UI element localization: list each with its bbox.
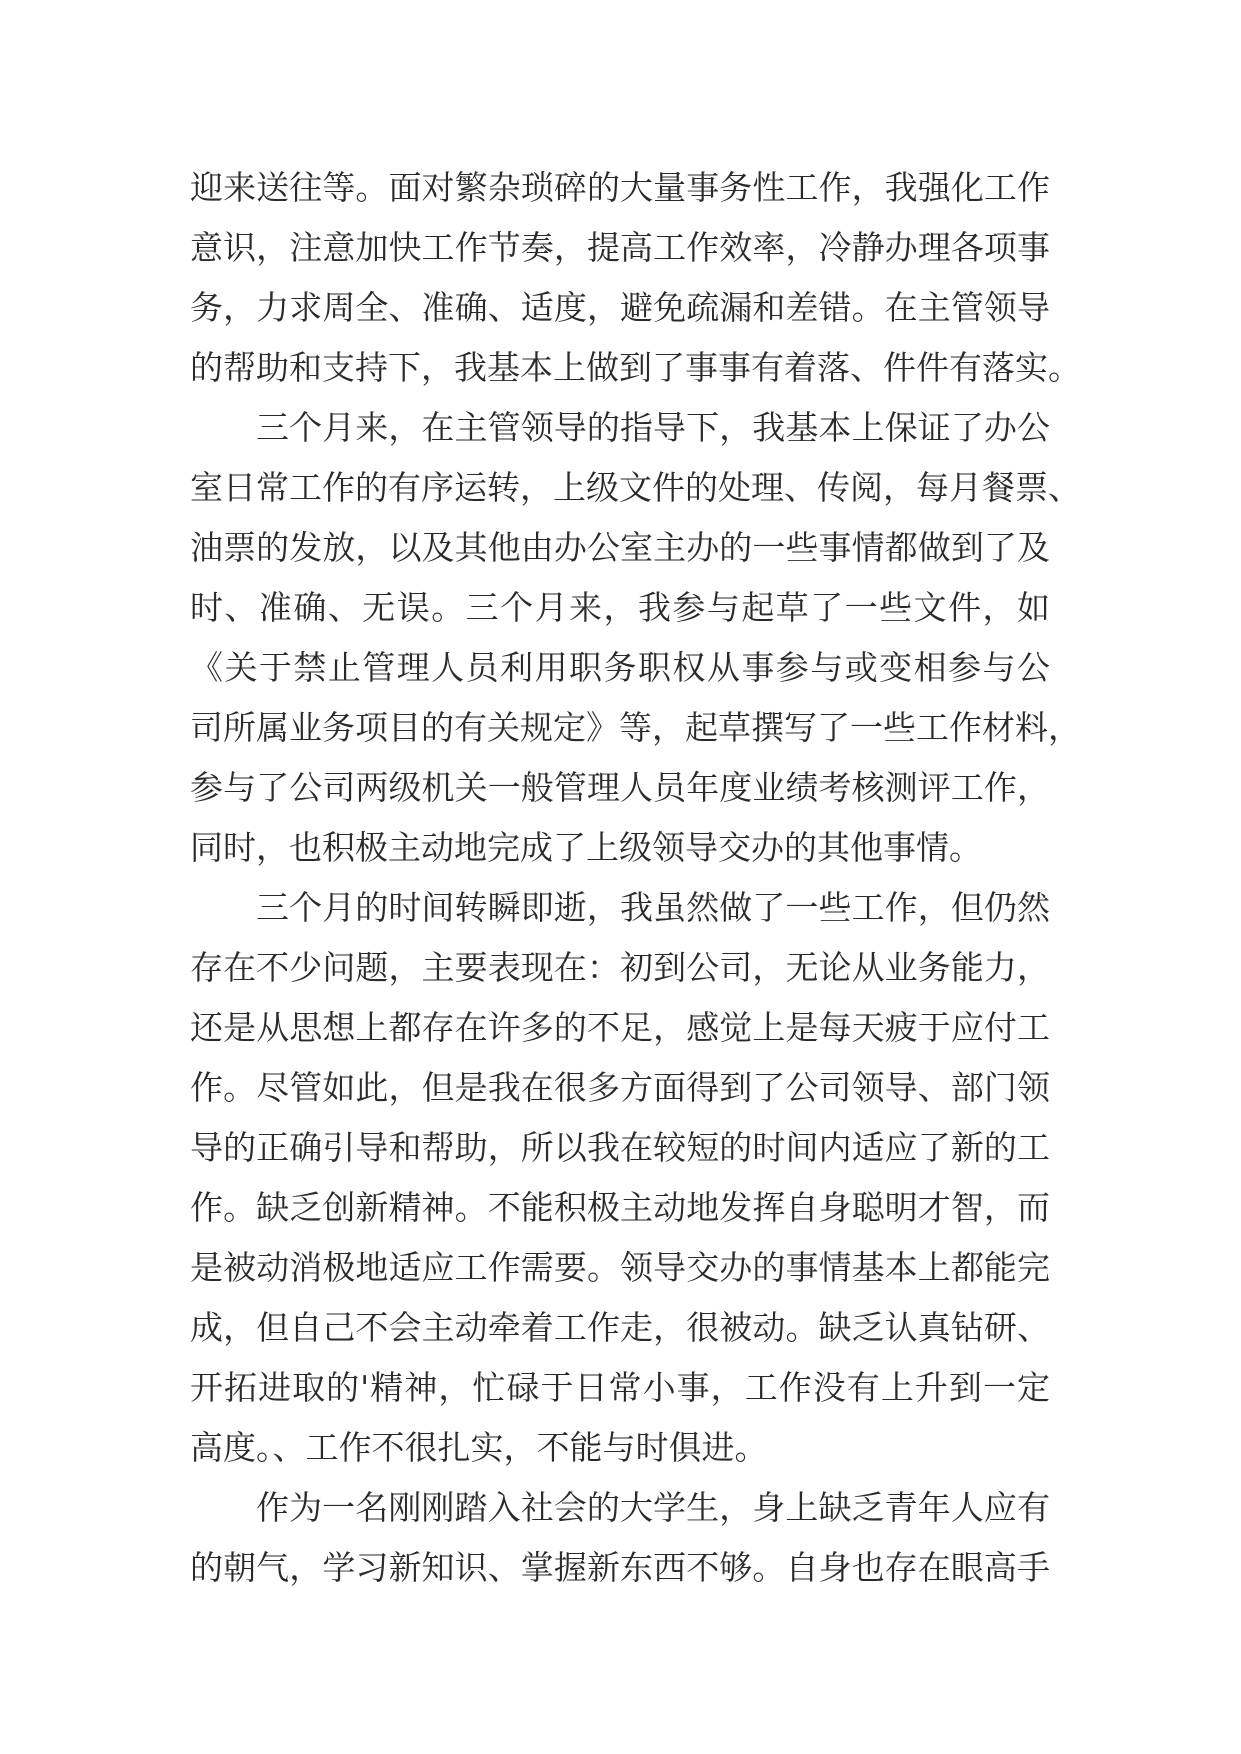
text-line: 司所属业务项目的有关规定》等，起草撰写了一些工作材料， bbox=[190, 708, 1081, 747]
text-line: 油票的发放，以及其他由办公室主办的一些事情都做到了及 bbox=[190, 528, 1050, 567]
text-line: 存在不少问题，主要表现在：初到公司，无论从业务能力， bbox=[190, 948, 1050, 987]
text-line: 作。缺乏创新精神。不能积极主动地发挥自身聪明才智，而 bbox=[190, 1188, 1050, 1227]
text-line: 务，力求周全、准确、适度，避免疏漏和差错。在主管领导 bbox=[190, 288, 1050, 327]
text-line: 意识，注意加快工作节奏，提高工作效率，冷静办理各项事 bbox=[190, 228, 1050, 267]
text-line: 高度。、工作不很扎实，不能与时俱进。 bbox=[190, 1428, 768, 1467]
document-body bbox=[190, 158, 1081, 1598]
text-line: 成，但自己不会主动牵着工作走，很被动。缺乏认真钻研、 bbox=[190, 1308, 1050, 1347]
text-line: 迎来送往等。面对繁杂琐碎的大量事务性工作，我强化工作 bbox=[190, 168, 1050, 207]
text-line: 的帮助和支持下，我基本上做到了事事有着落、件件有落实。 bbox=[190, 348, 1081, 387]
text-line: 参与了公司两级机关一般管理人员年度业绩考核测评工作， bbox=[190, 768, 1050, 807]
text-line: 开拓进取的'精神，忙碌于日常小事，工作没有上升到一定 bbox=[190, 1368, 1050, 1407]
paragraph-first-line: 作为一名刚刚踏入社会的大学生，身上缺乏青年人应有 bbox=[256, 1488, 1050, 1527]
text-line: 室日常工作的有序运转，上级文件的处理、传阅，每月餐票、 bbox=[190, 468, 1081, 507]
text-line: 时、准确、无误。三个月来，我参与起草了一些文件，如 bbox=[190, 588, 1050, 627]
text-line: 《关于禁止管理人员利用职务职权从事参与或变相参与公 bbox=[190, 648, 1050, 687]
paragraph-first-line: 三个月来，在主管领导的指导下，我基本上保证了办公 bbox=[256, 408, 1050, 447]
text-line: 导的正确引导和帮助，所以我在较短的时间内适应了新的工 bbox=[190, 1128, 1050, 1167]
paragraph-first-line: 三个月的时间转瞬即逝，我虽然做了一些工作，但仍然 bbox=[256, 888, 1050, 927]
text-line: 的朝气，学习新知识、掌握新东西不够。自身也存在眼高手 bbox=[190, 1548, 1050, 1587]
text-line: 还是从思想上都存在许多的不足，感觉上是每天疲于应付工 bbox=[190, 1008, 1050, 1047]
text-line: 是被动消极地适应工作需要。领导交办的事情基本上都能完 bbox=[190, 1248, 1050, 1287]
text-line: 作。尽管如此，但是我在很多方面得到了公司领导、部门领 bbox=[190, 1068, 1050, 1107]
text-line: 同时，也积极主动地完成了上级领导交办的其他事情。 bbox=[190, 828, 982, 867]
